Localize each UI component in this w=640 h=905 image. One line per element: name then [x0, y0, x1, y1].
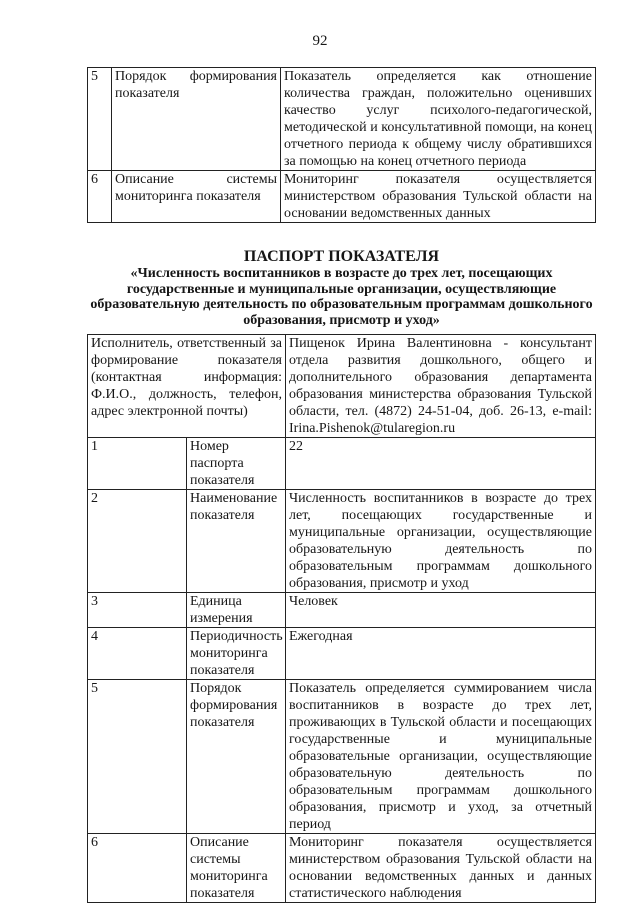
- passport-title: ПАСПОРТ ПОКАЗАТЕЛЯ: [243, 248, 440, 265]
- row-number: 6: [88, 171, 112, 223]
- row-number: 3: [88, 593, 187, 628]
- row-label: Периодичность мониторинга показателя: [187, 628, 286, 680]
- row-label: Порядок формирования показателя: [187, 680, 286, 834]
- indicator-passport-table: [87, 334, 596, 903]
- row-value: Человек: [286, 593, 596, 628]
- row-label: Единица измерения: [187, 593, 286, 628]
- row-value: Показатель определяется суммированием числа воспитанников в возрасте до трех лет, проживающих в Тульской области и посещающих государственные и муниципальные образовательные организации, осуществляющие образовательную деятельность по образовательным программам дошкольного образования, присмотр и уход, за отчетный период: [286, 680, 596, 834]
- row-number: 1: [88, 438, 187, 490]
- row-label: Описание системы мониторинга показателя: [112, 171, 281, 223]
- row-value: 22: [286, 438, 596, 490]
- row-number: 5: [88, 68, 112, 171]
- row-number: 2: [88, 490, 187, 593]
- row-number: 6: [88, 834, 187, 903]
- row-label: Описание системы мониторинга показателя: [187, 834, 286, 903]
- table-row: [88, 680, 596, 834]
- row-value: Мониторинг показателя осуществляется министерством образования Тульской области на основании ведомственных данных и данных статистического наблюдения: [286, 834, 596, 903]
- row-value: Ежегодная: [286, 628, 596, 680]
- indicator-table-continued: [87, 67, 596, 223]
- row-label: Порядок формирования показателя: [112, 68, 281, 171]
- row-number: 4: [88, 628, 187, 680]
- row-value: Показатель определяется как отношение количества граждан, положительно оценивших качество услуг психолого-педагогической, методической и консультативной помощи, на конец отчетного периода к общему числу обратившихся за помощью на конец отчетного периода: [281, 68, 596, 171]
- executor-label: Исполнитель, ответственный за формирование показателя (контактная информация: Ф.И.О., должность, телефон, адрес электронной почты): [88, 335, 286, 438]
- table-row: [88, 68, 596, 171]
- row-label: Наименование показателя: [187, 490, 286, 593]
- row-value: Численность воспитанников в возрасте до трех лет, посещающих государственные и муниципальные организации, осуществляющие образовательную деятельность по образовательным программам дошкольного образования, присмотр и уход: [286, 490, 596, 593]
- passport-heading: [87, 248, 596, 328]
- table-row: [88, 490, 596, 593]
- table-row: [88, 834, 596, 903]
- table-row: [88, 628, 596, 680]
- table-row: [88, 593, 596, 628]
- page-number: 92: [312, 33, 328, 49]
- table-row: [88, 171, 596, 223]
- table-row: [88, 438, 596, 490]
- row-value: Мониторинг показателя осуществляется министерством образования Тульской области на основании ведомственных данных: [281, 171, 596, 223]
- passport-subtitle: «Численность воспитанников в возрасте до трех лет, посещающих государственные и муниципальные организации, осуществляющие образовательную деятельность по образовательным программам дошкольного образования, присмотр и уход»: [90, 266, 593, 328]
- row-label: Номер паспорта показателя: [187, 438, 286, 490]
- table-row-executor: [88, 335, 596, 438]
- row-number: 5: [88, 680, 187, 834]
- executor-value: Пищенок Ирина Валентиновна - консультант отдела развития дошкольного, общего и дополнительного образования департамента образования министерства образования Тульской области, тел. (4872) 24-51-04, доб. 26-13, e-mail: Irina.Pishenok@tularegion.ru: [286, 335, 596, 438]
